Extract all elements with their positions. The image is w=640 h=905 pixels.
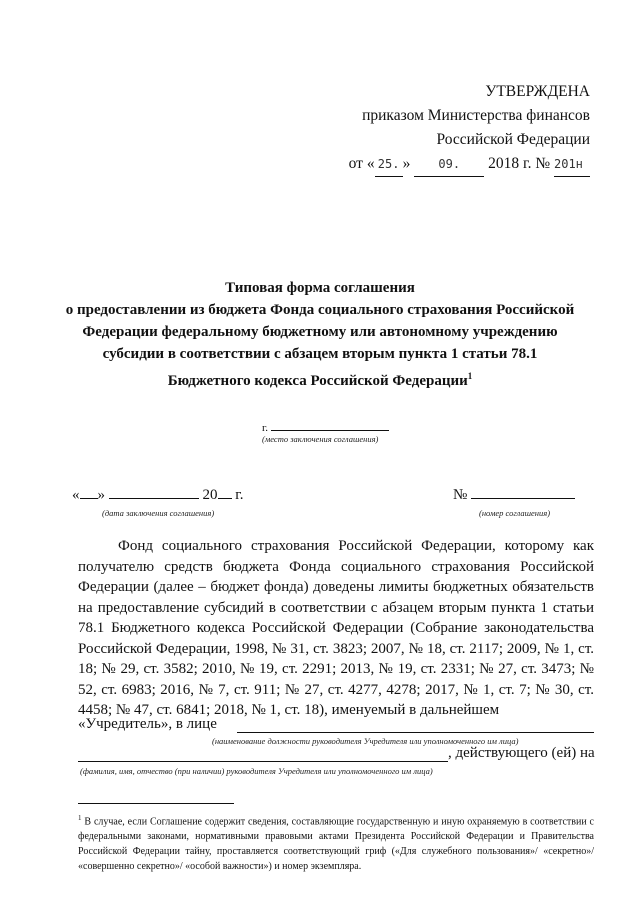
approval-date-day: 25. [375, 152, 403, 177]
founder-position-caption: (наименование должности руководителя Учредителя или уполномоченного им лица) [212, 736, 519, 746]
title-footnote-mark: 1 [467, 371, 473, 381]
date-year-prefix: 20 [202, 487, 218, 503]
date-year-line [218, 486, 232, 499]
footnote [78, 811, 594, 874]
founder-name-line [78, 761, 448, 762]
approval-order-number: 201н [554, 152, 590, 177]
body-text: Фонд социального страхования Российской Федерации, которому как получателю средств бюджета Фонда социального страхования Российской Федерации (далее – бюджет фонда) доведены лимиты бюджетных обязательств на предоставление субсидий в соответствии с абзацем вторым пункта 1 статьи 78.1 Бюджетного кодекса Российской Федерации (Собрание законодательства Российской Федерации, 1998, № 31, ст. 3823; 2007, № 18, ст. 2117; 2009, № 1, ст. 18; № 29, ст. 3582; 2010, № 19, ст. 2291; 2013, № 19, ст. 2331; № 27, ст. 3473; № 52, ст. 6983; 2016, № 7, ст. 911; № 27, ст. 4277, 4278; 2017, № 1, ст. 7; № 30, ст. 4458; № 47, ст. 6841; 2018, № 1, ст. 18), именуемый в дальнейшем [78, 538, 594, 718]
title-line-2: о предоставлении из бюджета Фонда социального страхования Российской [65, 302, 575, 318]
approval-date-prefix: от « [348, 155, 375, 172]
title-line-4: субсидии в соответствии с абзацем вторым пункта 1 статьи 78.1 [102, 346, 538, 362]
footnote-text: В случае, если Соглашение содержит сведения, составляющие государственную и иную охраняемую в соответствии с федеральными законами, нормативными правовыми актами Президента Российской Федерации и Правительства Российской Федерации тайну, проставляется соответствующий гриф («Для служебного пользования»/ «секретно»/ «совершенно секретно»/ «особой важности») и номер экземпляра. [78, 816, 594, 873]
title-line-1: Типовая форма соглашения [225, 280, 415, 296]
footnote-separator [78, 803, 234, 804]
place-field [262, 420, 389, 434]
approval-date-line [349, 152, 590, 177]
number-prefix: № [453, 487, 468, 503]
number-line [471, 486, 575, 499]
document-title [0, 277, 640, 392]
place-caption: (место заключения соглашения) [262, 434, 379, 444]
agreement-date-field [72, 486, 243, 504]
acting-text: , действующего (ей) на [448, 745, 595, 761]
approval-date-mid: » [402, 155, 411, 172]
date-month-line [109, 486, 199, 499]
title-line-5-text: Бюджетного кодекса Российской Федерации [167, 373, 468, 389]
founder-name-caption: (фамилия, имя, отчество (при наличии) руководителя Учредителя или уполномоченного им лица) [80, 766, 433, 776]
title-line-3: Федерации федеральному бюджетному или автономному учреждению [82, 324, 558, 340]
agreement-number-field [453, 486, 575, 504]
date-year-suffix: г. [235, 487, 244, 503]
place-prefix: г. [262, 422, 269, 434]
approval-issuer: приказом Министерства финансов [362, 107, 590, 124]
founder-line: «Учредитель», в лице [78, 716, 217, 732]
date-caption: (дата заключения соглашения) [102, 508, 215, 518]
number-caption: (номер соглашения) [479, 508, 551, 518]
approval-country: Российской Федерации [436, 131, 590, 148]
title-line-5 [0, 365, 640, 392]
body-paragraph [78, 536, 594, 721]
approval-date-month: 09. [414, 152, 484, 177]
place-line [271, 420, 389, 431]
date-day-line [80, 486, 98, 499]
footnote-mark: 1 [78, 814, 82, 822]
approval-title: УТВЕРЖДЕНА [485, 83, 590, 100]
date-close-quote: » [97, 487, 105, 503]
date-open-quote: « [72, 487, 80, 503]
approval-date-year: 2018 г. № [488, 155, 551, 172]
founder-position-line [237, 732, 594, 733]
approval-block [349, 80, 590, 177]
